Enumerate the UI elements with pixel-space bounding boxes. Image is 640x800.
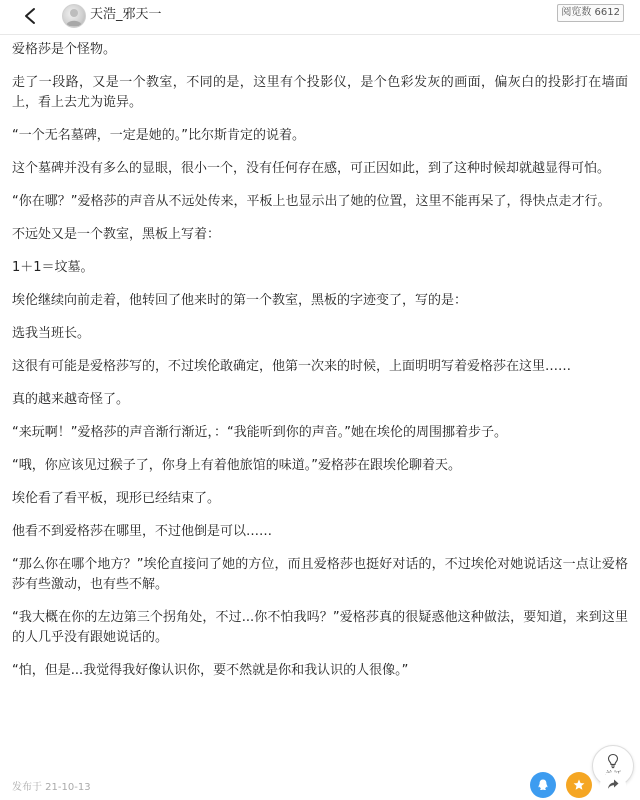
publish-time: 发布于 21-10-13 [12, 782, 91, 793]
article-paragraph: 不远处又是一个教室，黑板上写着： [12, 227, 221, 242]
article-paragraph: “哦，你应该见过猴子了，你身上有着他旅馆的味道。”爱格莎在跟埃伦聊着天。 [12, 458, 461, 473]
back-button[interactable] [16, 2, 44, 30]
article-paragraph: 1＋1＝坟墓。 [12, 260, 94, 275]
article-paragraph: “一个无名墓碑，一定是她的。”比尔斯肯定的说着。 [12, 128, 305, 143]
article-paragraph: 真的越来越奇怪了。 [12, 392, 130, 407]
qq-share-button[interactable] [530, 772, 556, 798]
top-bar [0, 0, 640, 35]
qq-icon [536, 778, 550, 792]
article-paragraph: 他看不到爱格莎在哪里，不过他倒是可以…… [12, 524, 273, 539]
author-avatar[interactable] [62, 4, 86, 28]
article-paragraph: 埃伦看了看平板，现形已经结束了。 [12, 491, 221, 506]
avatar-image [63, 5, 85, 27]
share-button[interactable] [600, 772, 626, 798]
article-paragraph: “你在哪？”爱格莎的声音从不远处传来，平板上也显示出了她的位置，这里不能再呆了，得快点走才行。 [12, 194, 611, 209]
bottom-bar [0, 770, 640, 800]
author-name[interactable]: 天浩_邪天一 [90, 7, 162, 22]
article-paragraph: 这很有可能是爱格莎写的，不过埃伦敢确定，他第一次来的时候，上面明明写着爱格莎在这里…… [12, 359, 572, 374]
article-paragraph: “我大概在你的左边第三个拐角处，不过...你不怕我吗？”爱格莎真的很疑惑他这种做法，要知道，来到这里的人几乎没有跟她说话的。 [12, 610, 628, 645]
share-icon [606, 778, 620, 792]
article-body [12, 40, 628, 694]
article-paragraph: 埃伦继续向前走着，他转回了他来时的第一个教室，黑板的字迹变了，写的是： [12, 293, 468, 308]
article-paragraph: 这个墓碑并没有多么的显眼，很小一个，没有任何存在感，可正因如此，到了这种时候却就越显得可怕。 [12, 161, 611, 176]
article-paragraph: “那么你在哪个地方？”埃伦直接问了她的方位，而且爱格莎也挺好对话的，不过埃伦对她说话这一点让爱格莎有些激动，也有些不解。 [12, 557, 628, 592]
article-paragraph: 爱格莎是个怪物。 [12, 42, 117, 57]
article-paragraph: 选我当班长。 [12, 326, 91, 341]
article-paragraph: “怕，但是...我觉得我好像认识你，要不然就是你和我认识的人很像。” [12, 663, 409, 678]
favorite-button[interactable] [566, 772, 592, 798]
chevron-left-icon [23, 7, 37, 25]
lightbulb-icon [605, 753, 621, 769]
star-icon [572, 778, 586, 792]
article-paragraph: “来玩啊！”爱格莎的声音渐行渐近，：“我能听到你的声音。”她在埃伦的周围挪着步子。 [12, 425, 507, 440]
views-count-badge: 阅览数 6612 [557, 4, 624, 22]
article-paragraph: 走了一段路，又是一个教室，不同的是，这里有个投影仪，是个色彩发灰的画面，偏灰白的投影打在墙面上，看上去尤为诡异。 [12, 75, 628, 110]
